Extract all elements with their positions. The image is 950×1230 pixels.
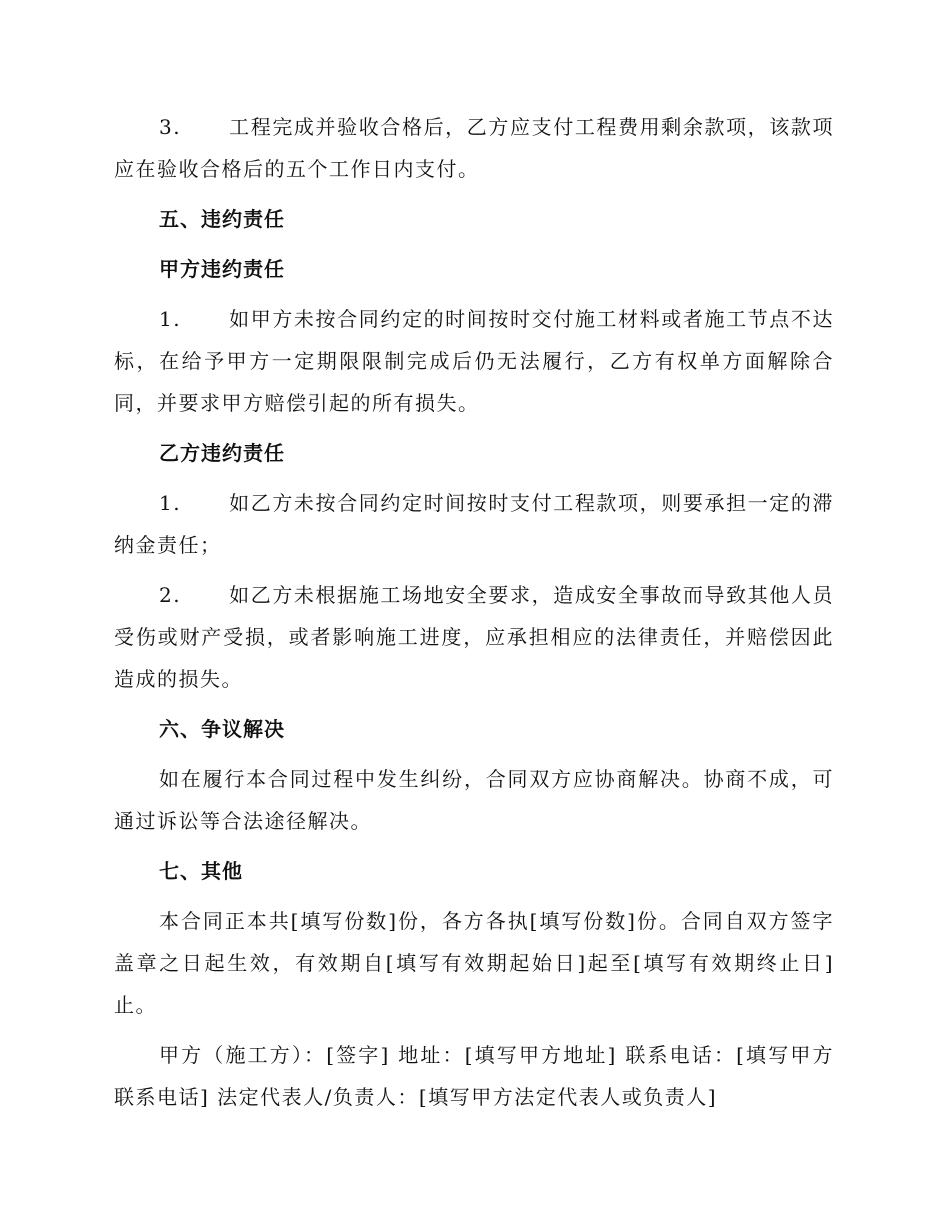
paragraph-copies-validity: 本合同正本共[填写份数]份，各方各执[填写份数]份。合同自双方签字盖章之日起生效，有效期自[填写有效期起始日]起至[填写有效期终止日]止。 (114, 909, 834, 1017)
clause-number: 2. (159, 583, 182, 607)
paragraph-party-a-signature: 甲方（施工方）：[签字] 地址：[填写甲方地址] 联系电话：[填写甲方联系电话] 法定代表人/负责人：[填写甲方法定代表人或负责人] (114, 1043, 834, 1109)
clause-number: 1. (159, 307, 182, 331)
paragraph-dispute: 如在履行本合同过程中发生纠纷，合同双方应协商解决。协商不成，可通过诉讼等合法途径解决。 (114, 767, 834, 833)
document-page (114, 106, 834, 1126)
clause-text: 如乙方未按合同约定时间按时支付工程款项，则要承担一定的滞纳金责任； (114, 491, 834, 557)
clause-text: 工程完成并验收合格后，乙方应支付工程费用剩余款项，该款项应在验收合格后的五个工作日内支付。 (114, 115, 834, 181)
subheading-party-b-breach: 乙方违约责任 (159, 441, 285, 465)
clause-party-a-breach-1 (114, 298, 834, 424)
clause-party-b-breach-2 (114, 574, 834, 700)
clause-text: 如甲方未按合同约定的时间按时交付施工材料或者施工节点不达标，在给予甲方一定期限限制完成后仍无法履行，乙方有权单方面解除合同，并要求甲方赔偿引起的所有损失。 (114, 307, 834, 415)
clause-payment-3 (114, 106, 834, 190)
section-heading-dispute: 六、争议解决 (159, 717, 285, 741)
section-heading-other: 七、其他 (159, 859, 243, 883)
clause-number: 1. (159, 491, 182, 515)
subheading-party-a-breach: 甲方违约责任 (159, 257, 285, 281)
clause-party-b-breach-1 (114, 482, 834, 566)
clause-number: 3. (159, 115, 182, 139)
clause-text: 如乙方未根据施工场地安全要求，造成安全事故而导致其他人员受伤或财产受损，或者影响施工进度，应承担相应的法律责任，并赔偿因此造成的损失。 (114, 583, 834, 691)
section-heading-breach: 五、违约责任 (159, 207, 285, 231)
